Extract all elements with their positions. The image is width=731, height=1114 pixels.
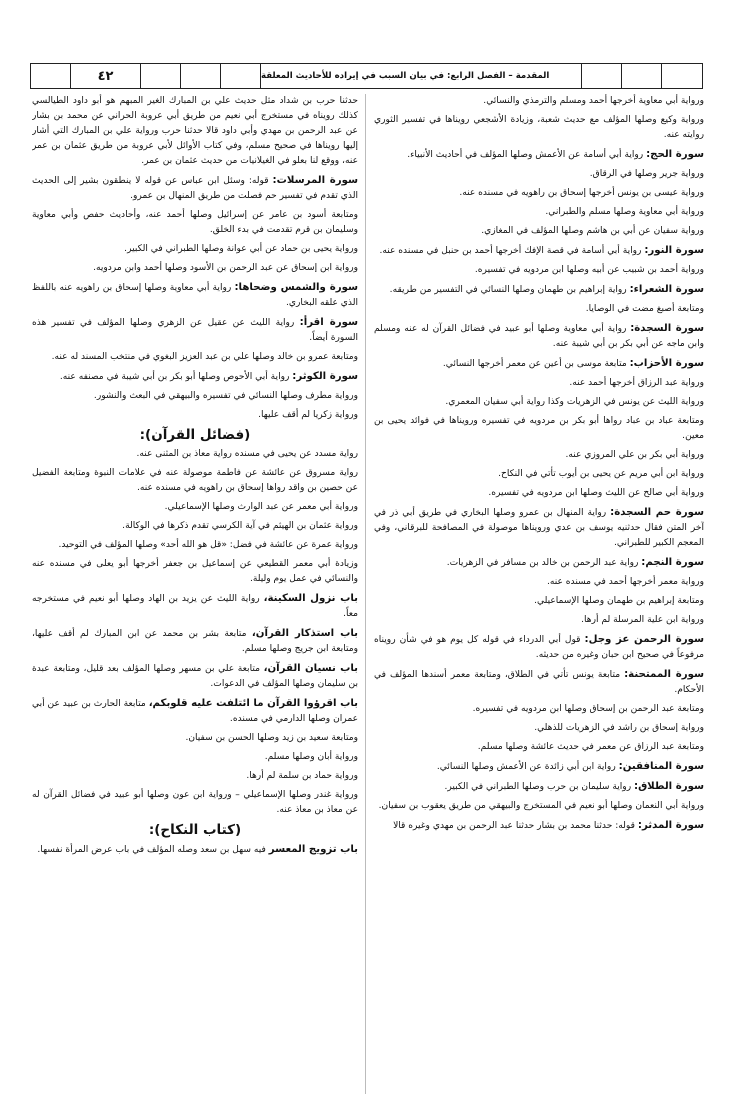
section-heading: سورة النجم: — [641, 557, 704, 568]
paragraph-text: رواية عبد الرحمن بن خالد بن مسافر في الزهريات. — [446, 558, 639, 568]
paragraph-text: ورواية زكريا لم أقف عليها. — [258, 410, 358, 420]
paragraph-text: رواية أبي معاوية وصلها إسحاق بن راهويه عنه باللفظ الذي علقه البخاري. — [32, 283, 358, 308]
paragraph — [374, 779, 704, 795]
paragraph — [32, 315, 358, 346]
paragraph-text: ورواية سفيان عن أبي بن هاشم وصلها المؤلف في المغازي. — [481, 226, 704, 236]
paragraph-text: رواية ابن أبي زائدة عن الأعمش وصلها النسائي. — [436, 762, 616, 772]
paragraph-text: ومتابعة أسود بن عامر عن إسرائيل وصلها أحمد عنه، وأحاديث حفص وأبي معاوية وسليمان بن قرم تقدمت في بدء الخلق. — [32, 210, 358, 235]
header-blank-cell — [582, 64, 622, 88]
paragraph — [374, 167, 704, 182]
paragraph-text: رواية أبي أسامة عن الأعمش وصلها المؤلف في أحاديث الأنبياء. — [407, 150, 644, 160]
paragraph-text: ورواية أبي بكر بن علي المروزي عنه. — [565, 450, 704, 460]
paragraph-text: متابعة موسى بن أعين عن معمر أخرجها النسائي. — [442, 359, 627, 369]
section-heading: سورة الرحمن عز وجل: — [584, 634, 704, 645]
paragraph — [374, 467, 704, 482]
paragraph — [374, 321, 704, 352]
section-heading: سورة اقرأ: — [299, 317, 358, 328]
left-column — [32, 94, 358, 1104]
running-header — [30, 63, 703, 89]
section-heading: سورة الطلاق: — [634, 781, 704, 792]
paragraph-text: ورواية حماد بن سلمة لم أرها. — [246, 771, 358, 781]
header-blank-cell — [181, 64, 221, 88]
paragraph — [374, 555, 704, 571]
paragraph — [374, 356, 704, 372]
paragraph — [374, 282, 704, 298]
running-title: المقدمة – الفصل الرابع: في بيان السبب في إيراده للأحاديث المعلقة — [261, 64, 582, 88]
paragraph — [32, 280, 358, 311]
paragraph-text: قول أبي الدرداء في قوله كل يوم هو في شأن رويناه مرفوعاً في صحيح ابن حبان وغيره من حديثه. — [374, 635, 704, 660]
section-heading: باب نسيان القرآن، — [263, 663, 358, 674]
paragraph — [32, 557, 358, 587]
paragraph-text: ومتابعة عباد بن عباد رواها أبو بكر بن مردويه في تفسيره ورويناها في فوائد يحيى بن معين. — [374, 416, 704, 441]
section-heading: سورة الكوثر: — [292, 371, 358, 382]
paragraph-text: ورواية غندر وصلها الإسماعيلي – ورواية ابن عون وصلها أبو عبيد في فضائل القرآن له عن معاذ بن معاذ عنه. — [32, 790, 358, 815]
paragraph — [374, 740, 704, 755]
paragraph — [374, 799, 704, 814]
paragraph — [32, 173, 358, 204]
section-heading: سورة المرسلات: — [272, 175, 358, 186]
section-heading: سورة الممتحنة: — [624, 669, 704, 680]
paragraph-text: ورواية يحيى بن حماد عن أبي عوانة وصلها الطبراني في الكبير. — [124, 244, 358, 254]
paragraph-text: رواية الليث عن يزيد بن الهاد وصلها أبو نعيم في مستخرجه معاً. — [32, 594, 358, 619]
paragraph — [374, 113, 704, 143]
paragraph — [374, 263, 704, 278]
section-heading: باب نزول السكينة، — [263, 593, 358, 604]
section-heading: باب اقرؤوا القرآن ما ائتلفت عليه قلوبكم، — [148, 698, 358, 709]
paragraph-text: قوله: وسئل ابن عباس عن قوله لا ينطقون بشير إلى الحديث الذي تقدم في تفسير حم فصلت من طريق المنهال بن عمرو. — [32, 176, 358, 201]
paragraph — [374, 376, 704, 391]
paragraph — [32, 538, 358, 553]
paragraph — [32, 788, 358, 818]
paragraph — [374, 243, 704, 259]
paragraph-text: ورواية ابن إسحاق عن عبد الرحمن بن الأسود وصلها أحمد وابن مردويه. — [93, 263, 358, 273]
paragraph — [32, 842, 358, 858]
paragraph-text: ورواية عثمان بن الهيثم في آية الكرسي تقدم ذكرها في الوكالة. — [122, 521, 358, 531]
paragraph — [374, 575, 704, 590]
paragraph-text: رواية مسروق عن عائشة عن فاطمة موصولة عنه في علامات النبوة ومتابعة الفضيل عن حصين بن واقد رواها إسحاق بن راهويه في مسنده عنه. — [32, 468, 358, 493]
paragraph-text: متابعة علي بن مسهر وصلها المؤلف بعد قليل، ومتابعة عبدة بن سليمان وصلها المؤلف في الدعوات. — [32, 664, 358, 689]
section-heading: سورة الحج: — [646, 149, 704, 160]
paragraph-text: رواية أبي الأحوص وصلها أبو بكر بن أبي شيبة في مصنفه عنه. — [59, 372, 290, 382]
paragraph-text: وزيادة أبي معمر القطيعي عن إسماعيل بن جعفر أخرجها أبو يعلى في مسنده عنه والنسائي في عمل يوم وليلة. — [32, 559, 358, 584]
paragraph-text: ورواية أبي النعمان وصلها أبو نعيم في المستخرج والبيهقي من طريق يعقوب بن سفيان. — [378, 801, 704, 811]
paragraph — [374, 505, 704, 551]
paragraph — [32, 447, 358, 462]
paragraph — [32, 369, 358, 385]
paragraph-text: ورواية الليث عن يونس في الزهريات وكذا رواية أبي سفيان المعمري. — [445, 397, 704, 407]
column-divider — [365, 94, 366, 1094]
paragraph-text: متابعة بشر بن محمد عن ابن المبارك لم أقف عليها، ومتابعة ابن جريج وصلها مسلم. — [32, 629, 358, 654]
paragraph-text: ورواية أبان وصلها مسلم. — [264, 752, 358, 762]
section-heading: باب استذكار القرآن، — [251, 628, 358, 639]
paragraph-text: ورواية أبي معمر عن عبد الوارث وصلها الإسماعيلي. — [164, 502, 358, 512]
paragraph — [374, 94, 704, 109]
paragraph — [32, 519, 358, 534]
paragraph — [374, 147, 704, 163]
paragraph — [374, 224, 704, 239]
paragraph — [374, 395, 704, 410]
section-heading: سورة الأحزاب: — [629, 358, 704, 369]
paragraph-text: ورواية مطرف وصلها النسائي في تفسيره والبيهقي في البعث والنشور. — [93, 391, 358, 401]
paragraph — [374, 632, 704, 663]
paragraph-text: متابعة الحارث بن عبيد عن أبي عمران وصلها الدارمي في مسنده. — [32, 699, 358, 724]
paragraph — [374, 667, 704, 698]
paragraph-text: رواية سليمان بن حرب وصلها الطبراني في الكبير. — [444, 782, 632, 792]
paragraph — [374, 594, 704, 609]
paragraph — [374, 702, 704, 717]
paragraph-text: رواية أبي أسامة في قصة الإفك أخرجها أحمد بن حنبل في مسنده عنه. — [379, 246, 642, 256]
paragraph — [374, 448, 704, 463]
paragraph-text: رواية الليث عن عقيل عن الزهري وصلها المؤلف في تفسير هذه السورة أيضاً. — [32, 318, 358, 343]
paragraph-text: ورواية ابن أبي مريم عن يحيى بن أيوب تأتي في النكاح. — [498, 469, 704, 479]
paragraph — [32, 696, 358, 727]
section-heading: سورة حم السجدة: — [610, 507, 704, 518]
chapter-heading: (كتاب النكاح): — [148, 822, 242, 838]
right-column — [374, 94, 704, 1104]
paragraph-text: ورواية إسحاق بن راشد في الزهريات للذهلي. — [534, 723, 704, 733]
paragraph-text: ورواية وكيع وصلها المؤلف مع حديث شعبة، وزيادة الأشجعي رويناها في تفسير الثوري روايته عنه. — [374, 115, 704, 140]
paragraph — [374, 486, 704, 501]
paragraph-text: ورواية عبد الرزاق أخرجها أحمد عنه. — [569, 378, 704, 388]
header-blank-cell — [141, 64, 181, 88]
paragraph — [374, 613, 704, 628]
paragraph-text: متابعة يونس تأتي في الطلاق، ومتابعة معمر أسندها المؤلف في الأحكام. — [374, 670, 704, 695]
page-number: ٤٢ — [71, 64, 141, 88]
paragraph-text: ومتابعة أصبغ مضت في الوصايا. — [585, 304, 704, 314]
paragraph-text: رواية المنهال بن عمرو وصلها البخاري في طريق أبي ذر في آخر المتن فقال حدثنيه يوسف بن عدي ورويناها موصولة في المصافحة للبرقاني، وفي المعجم الكبير للطبراني. — [374, 508, 704, 548]
paragraph-text: ورواية أبي صالح عن الليث وصلها ابن مردويه في تفسيره. — [488, 488, 704, 498]
paragraph — [32, 408, 358, 423]
paragraph — [374, 721, 704, 736]
section-heading: سورة السجدة: — [630, 323, 704, 334]
paragraph — [32, 389, 358, 404]
paragraph-text: ومتابعة إبراهيم بن طهمان وصلها الإسماعيلي. — [534, 596, 704, 606]
paragraph-text: ومتابعة عبد الرحمن بن إسحاق وصلها ابن مردويه في تفسيره. — [472, 704, 704, 714]
header-blank-cell — [221, 64, 261, 88]
paragraph-text: ورواية أبي معاوية وصلها مسلم والطبراني. — [545, 207, 704, 217]
paragraph-text: ورواية أبي معاوية أخرجها أحمد ومسلم والترمذي والنسائي. — [483, 96, 704, 106]
paragraph — [32, 350, 358, 365]
section-heading: باب تزويج المعسر — [268, 844, 358, 855]
paragraph-text: ومتابعة عمرو بن خالد وصلها علي بن عبد العزيز البغوي في منتخب المسند له عنه. — [51, 352, 358, 362]
paragraph-text: فيه سهل بن سعد وصله المؤلف في باب عرض المرأة نفسها. — [37, 845, 266, 855]
paragraph-text: ورواية عيسى بن يونس أخرجها إسحاق بن راهويه في مسنده عنه. — [459, 188, 704, 198]
section-heading: سورة النور: — [644, 245, 704, 256]
section-heading: سورة الشعراء: — [629, 284, 704, 295]
paragraph — [32, 769, 358, 784]
paragraph-text: حدثنا حرب بن شداد مثل حديث علي بن المبارك الغير المبهم هو أبو داود الطيالسي كذلك رويناه في مستخرج أبي نعيم من طريق أبي عروبة الحراني عن محمد بن بشار عن عبد الرحمن بن مهدي وأبي داود قالا حدثنا حرب ورواية علي بن المبارك التي أشار إليها رويناها في صحيح مسلم، وفي كتاب الأوائل لأبي عروبة من طريق عثمان بن عمر عنه، ووقع لنا بعلو في الغيلانيات من حديث عثمان بن عمر. — [32, 96, 358, 166]
paragraph — [32, 208, 358, 238]
paragraph-text: قوله: حدثنا محمد بن بشار حدثنا عبد الرحمن بن مهدي وغيره قالا — [393, 821, 635, 831]
section-heading: سورة والشمس وضحاها: — [234, 282, 358, 293]
paragraph-text: ومتابعة سعيد بن زيد وصلها الحسن بن سفيان. — [185, 733, 358, 743]
paragraph — [32, 731, 358, 746]
paragraph — [374, 186, 704, 201]
paragraph-text: ورواية أحمد بن شبيب عن أبيه وصلها ابن مردويه في تفسيره. — [474, 265, 704, 275]
paragraph — [374, 818, 704, 834]
paragraph-text: رواية إبراهيم بن طهمان وصلها النسائي في التفسير من طريقه. — [389, 285, 627, 295]
paragraph-text: رواية مسدد عن يحيى في مسنده رواية معاذ بن المثنى عنه. — [136, 449, 358, 459]
paragraph — [32, 242, 358, 257]
paragraph-text: رواية أبي معاوية وصلها أبو عبيد في فضائل القرآن له عنه ومسلم وابن ماجه عن أبي بكر بن أبي شيبة عنه. — [374, 324, 704, 349]
paragraph — [32, 466, 358, 496]
header-blank-cell — [31, 64, 71, 88]
paragraph — [32, 626, 358, 657]
section-heading: سورة المنافقين: — [618, 761, 704, 772]
paragraph — [32, 500, 358, 515]
paragraph-text: ورواية جرير وصلها في الرقاق. — [589, 169, 704, 179]
paragraph — [374, 414, 704, 444]
paragraph-text: ورواية عمرة عن عائشة في فضل: «قل هو الله أحد» وصلها المؤلف في التوحيد. — [58, 540, 358, 550]
paragraph-text: ورواية معمر أخرجها أحمد في مسنده عنه. — [546, 577, 704, 587]
paragraph — [32, 94, 358, 169]
paragraph-text: ومتابعة عبد الرزاق عن معمر في حديث عائشة وصلها مسلم. — [477, 742, 704, 752]
header-blank-cell — [622, 64, 662, 88]
section-heading: سورة المدثر: — [637, 820, 704, 831]
chapter-heading: (فضائل القرآن): — [139, 427, 251, 443]
paragraph-text: ورواية ابن علية المرسلة لم أرها. — [581, 615, 704, 625]
header-blank-cell — [662, 64, 702, 88]
paragraph — [374, 302, 704, 317]
paragraph — [32, 750, 358, 765]
paragraph — [32, 261, 358, 276]
paragraph — [374, 205, 704, 220]
paragraph — [32, 661, 358, 692]
paragraph — [32, 591, 358, 622]
paragraph — [374, 759, 704, 775]
